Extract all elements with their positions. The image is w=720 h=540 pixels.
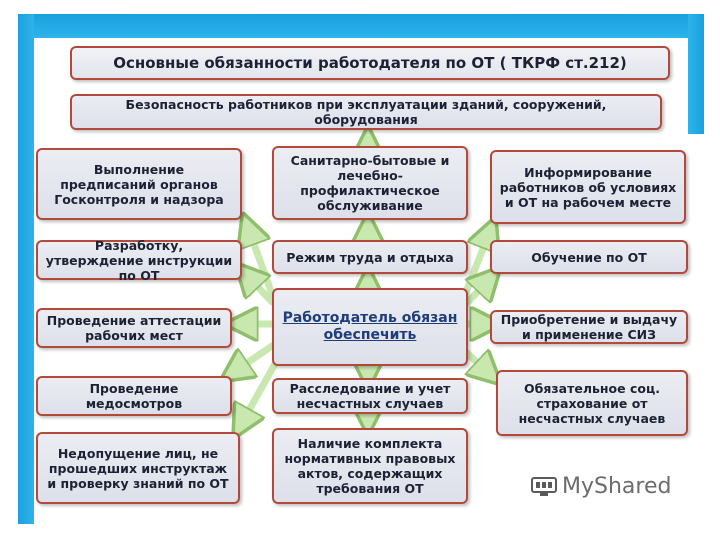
- box-right-1: Обучение по ОТ: [490, 240, 688, 274]
- diagram-title: Основные обязанности работодателя по ОТ ( ТКРФ ст.212): [70, 46, 670, 80]
- box-building-safety: Безопасность работников при эксплуатации зданий, сооружений, оборудования: [70, 94, 662, 130]
- box-left-4: Недопущение лиц, не прошедших инструктаж и проверку знаний по ОТ: [36, 432, 240, 504]
- myshared-logo-icon: [530, 472, 558, 500]
- box-left-3: Проведение медосмотров: [36, 376, 232, 416]
- myshared-logo: [530, 472, 671, 500]
- arrow-to-medical: [228, 346, 272, 376]
- myshared-logo-text: MyShared: [562, 473, 672, 499]
- box-left-0: Выполнение предписаний органов Госконтроля и надзора: [36, 148, 242, 220]
- box-middle-1: Режим труда и отдыха: [272, 240, 468, 274]
- box-left-2: Проведение аттестации рабочих мест: [36, 308, 232, 348]
- box-left-1: Разработку, утверждение инструкции по ОТ: [36, 240, 242, 280]
- box-center: Работодатель обязан обеспечить: [272, 288, 468, 366]
- box-right-0: Информирование работников об условиях и ОТ на рабочем месте: [490, 150, 686, 224]
- box-middle-2: Расследование и учет несчастных случаев: [272, 378, 468, 414]
- box-middle-3: Наличие комплекта нормативных правовых актов, содержащих требования ОТ: [272, 428, 468, 504]
- arrow-to-nonadmission: [238, 362, 276, 430]
- box-right-3: Обязательное соц. страхование от несчастных случаев: [496, 370, 688, 436]
- box-middle-0: Санитарно-бытовые и лечебно-профилактическое обслуживание: [272, 146, 468, 220]
- box-right-2: Приобретение и выдачу и применение СИЗ: [490, 310, 688, 344]
- arrow-to-insurance: [466, 352, 494, 378]
